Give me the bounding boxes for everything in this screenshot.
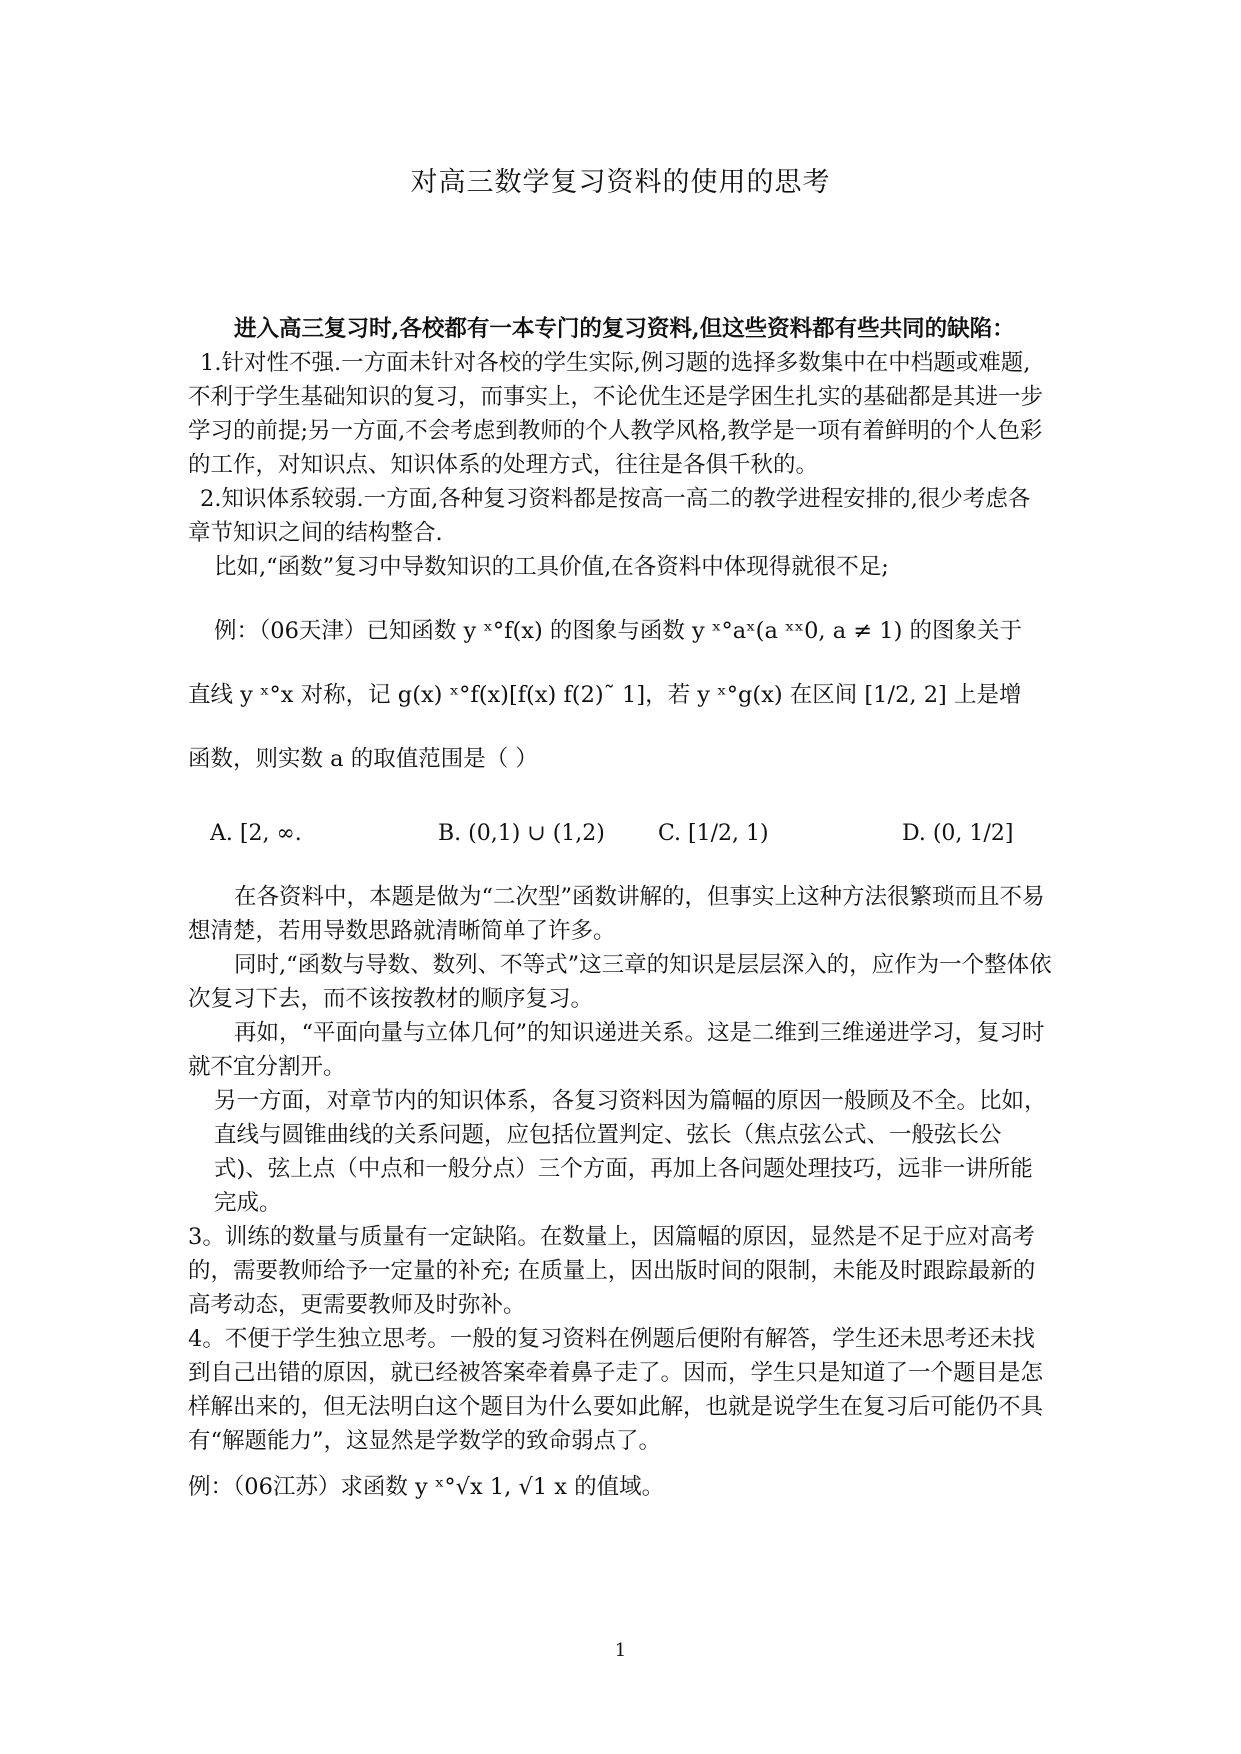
example-2: 例：（06江苏）求函数 y ˣ°√x 1, √1 x 的值域。: [188, 1474, 665, 1500]
example-1-line-3: 函数，则实数 a 的取值范围是（ ）: [188, 746, 538, 772]
point-2: 2.知识体系较弱.一方面,各种复习资料都是按高一高二的教学进程安排的,很少考虑各章节知识之间的结构整合.: [188, 486, 1031, 546]
paragraph-structure: 同时,“函数与导数、数列、不等式”这三章的知识是层层深入的，应作为一个整体依次复习下去，而不该按教材的顺序复习。: [188, 952, 1052, 1012]
option-b: B. (0,1) ∪ (1,2): [438, 821, 605, 846]
paragraph-analysis: 在各资料中，本题是做为“二次型”函数讲解的，但事实上这种方法很繁琐而且不易想清楚，若用导数思路就清晰简单了许多。: [188, 884, 1045, 944]
option-d: D. (0, 1/2]: [902, 821, 1014, 846]
option-a: A. [2, ∞.: [210, 821, 302, 846]
point-3: 3。训练的数量与质量有一定缺陷。在数量上，因篇幅的原因，显然是不足于应对高考的，需要教师给予一定量的补充; 在质量上，因出版时间的限制，未能及时跟踪最新的高考动态，更需要教师及时弥补。: [188, 1224, 1036, 1318]
point-2-example: 比如,“函数”复习中导数知识的工具价值,在各资料中体现得就很不足;: [214, 554, 889, 580]
page-number: 1: [614, 1640, 627, 1661]
paragraph-chapter-system: 另一方面，对章节内的知识体系，各复习资料因为篇幅的原因一般顾及不全。比如，直线与圆锥曲线的关系问题，应包括位置判定、弦长（焦点弦公式、一般弦长公式)、弦上点（中点和一般分点）三个方面，再加上各问题处理技巧，远非一讲所能完成。: [214, 1088, 1047, 1216]
option-c: C. [1/2, 1): [658, 821, 769, 846]
point-1: 1.针对性不强.一方面未针对各校的学生实际,例习题的选择多数集中在中档题或难题,不利于学生基础知识的复习，而事实上，不论优生还是学困生扎实的基础都是其进一步学习的前提;另一方面,不会考虑到教师的个人教学风格,教学是一项有着鲜明的个人色彩的工作，对知识点、知识体系的处理方式，往往是各俱千秋的。: [188, 350, 1044, 478]
paragraph-vectors: 再如，“平面向量与立体几何”的知识递进关系。这是二维到三维递进学习，复习时就不宜分割开。: [188, 1020, 1045, 1080]
intro-paragraph: 进入高三复习时,各校都有一本专门的复习资料,但这些资料都有些共同的缺陷：: [234, 316, 1015, 342]
point-4: 4。不便于学生独立思考。一般的复习资料在例题后便附有解答，学生还未思考还未找到自己出错的原因，就已经被答案牵着鼻子走了。因而，学生只是知道了一个题目是怎样解出来的，但无法明白这个题目为什么要如此解，也就是说学生在复习后可能仍不具有“解题能力”，这显然是学数学的致命弱点了。: [188, 1326, 1044, 1454]
example-1-line-2: 直线 y ˣ°x 对称，记 g(x) ˣ°f(x)[f(x) f(2)˜ 1]，若 y ˣ°g(x) 在区间 [1/2, 2] 上是增: [188, 682, 1022, 708]
example-1-line-1: 例：（06天津）已知函数 y ˣ°f(x) 的图象与函数 y ˣ°aˣ(a ˣˣ0, a ≠ 1) 的图象关于: [214, 618, 1023, 644]
document-title: 对高三数学复习资料的使用的思考: [410, 167, 831, 198]
example-1-options: [188, 806, 1052, 862]
document-body: [188, 312, 1052, 1504]
